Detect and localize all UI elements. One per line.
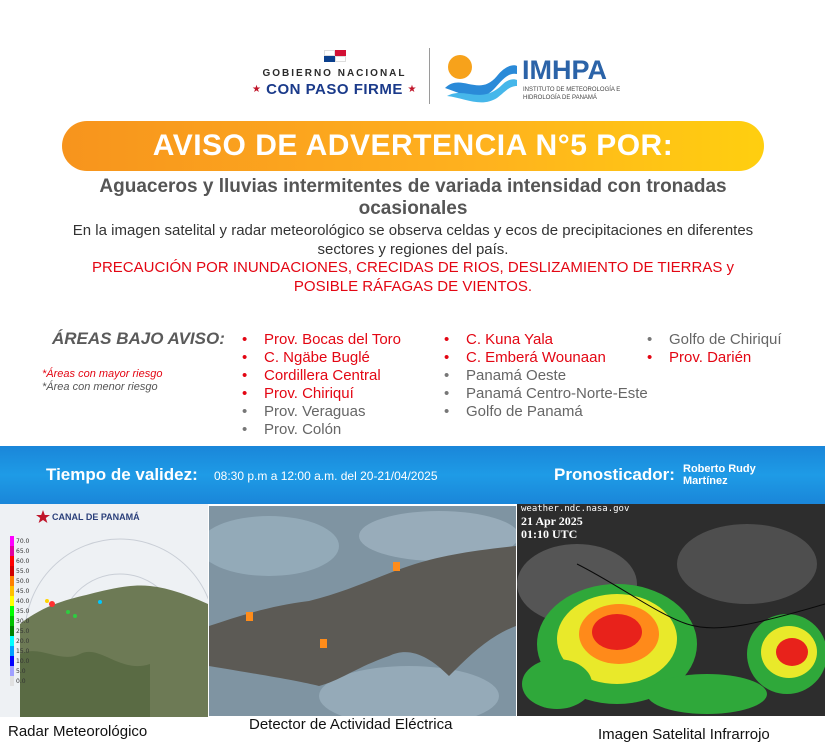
radar-scale-swatch <box>10 566 14 576</box>
radar-scale-swatch <box>10 536 14 546</box>
area-item: • C. Ngäbe Buglé <box>240 349 440 367</box>
radar-scale-step <box>10 586 29 596</box>
radar-scale-swatch <box>10 636 14 646</box>
radar-scale-step <box>10 676 29 686</box>
radar-map-graphic <box>0 504 208 717</box>
radar-scale-swatch <box>10 556 14 566</box>
radar-scale-step <box>10 606 29 616</box>
radar-scale-label: 65.0 <box>16 547 30 555</box>
radar-scale-swatch <box>10 676 14 686</box>
warning-title: AVISO DE ADVERTENCIA N°5 POR: <box>152 129 674 162</box>
lightning-image <box>209 506 516 716</box>
radar-scale-label: 50.0 <box>16 577 30 585</box>
area-item: • Panamá Centro-Norte-Este <box>442 385 652 403</box>
radar-scale-step <box>10 536 29 546</box>
forecaster-label: Pronosticador: <box>554 465 675 484</box>
radar-scale-step <box>10 566 29 576</box>
lightning-map-graphic <box>209 506 516 716</box>
radar-color-scale <box>10 536 29 686</box>
header-divider <box>429 48 430 104</box>
area-item: • Golfo de Panamá <box>442 403 652 421</box>
imhpa-wave-logo-icon <box>443 50 517 104</box>
radar-scale-step <box>10 646 29 656</box>
areas-column-2 <box>442 331 652 421</box>
lightning-caption: Detector de Actividad Eléctrica <box>249 716 453 733</box>
radar-scale-label: 70.0 <box>16 537 30 545</box>
area-item: • C. Emberá Wounaan <box>442 349 652 367</box>
areas-title: ÁREAS BAJO AVISO: <box>52 329 225 348</box>
radar-scale-label: 35.0 <box>16 607 30 615</box>
canal-star-icon <box>36 510 50 524</box>
radar-scale-step <box>10 576 29 586</box>
area-item: • Prov. Chiriquí <box>240 385 440 403</box>
gov-slogan: CON PASO FIRME <box>266 81 403 98</box>
radar-scale-label: 0.0 <box>16 677 26 685</box>
validity-label: Tiempo de validez: <box>46 465 198 484</box>
area-item: • Panamá Oeste <box>442 367 652 385</box>
radar-scale-swatch <box>10 596 14 606</box>
radar-scale-label: 45.0 <box>16 587 30 595</box>
radar-scale-label: 25.0 <box>16 627 30 635</box>
radar-scale-swatch <box>10 626 14 636</box>
satellite-source: weather.ndc.nasa.gov <box>521 504 630 514</box>
star-icon: ★ <box>407 84 418 95</box>
radar-logo: CANAL DE PANAMÁ <box>52 512 140 522</box>
radar-scale-swatch <box>10 656 14 666</box>
radar-scale-label: 60.0 <box>16 557 30 565</box>
government-logo <box>252 50 417 98</box>
area-item: • Golfo de Chiriquí <box>645 331 815 349</box>
satellite-caption: Imagen Satelital Infrarrojo <box>598 726 770 743</box>
radar-scale-swatch <box>10 586 14 596</box>
radar-scale-swatch <box>10 616 14 626</box>
forecaster-name: Roberto Rudy Martínez <box>683 463 756 487</box>
radar-scale-label: 30.0 <box>16 617 30 625</box>
warning-subtitle: Aguaceros y lluvias intermitentes de variada intensidad con tronadas ocasionales <box>99 176 727 219</box>
area-item: • C. Kuna Yala <box>442 331 652 349</box>
areas-column-3 <box>645 331 815 367</box>
radar-scale-label: 5.0 <box>16 667 26 675</box>
radar-scale-step <box>10 546 29 556</box>
gov-line2 <box>252 81 417 98</box>
radar-scale-swatch <box>10 666 14 676</box>
radar-scale-step <box>10 616 29 626</box>
satellite-date: 21 Apr 2025 <box>521 514 583 528</box>
radar-scale-step <box>10 636 29 646</box>
radar-scale-swatch <box>10 606 14 616</box>
radar-scale-step <box>10 556 29 566</box>
radar-caption: Radar Meteorológico <box>8 723 148 740</box>
radar-scale-step <box>10 656 29 666</box>
area-item: • Prov. Bocas del Toro <box>240 331 440 349</box>
area-item: • Prov. Darién <box>645 349 815 367</box>
validity-value: 08:30 p.m a 12:00 a.m. del 20-21/04/2025 <box>214 469 438 483</box>
warning-description: En la imagen satelital y radar meteorológico se observa celdas y ecos de precipitaciones en diferentes sectores y regiones del país. <box>72 222 754 258</box>
area-item: • Prov. Colón <box>240 421 440 439</box>
radar-scale-label: 15.0 <box>16 647 30 655</box>
precaution-text: PRECAUCIÓN POR INUNDACIONES, CRECIDAS DE RIOS, DESLIZAMIENTO DE TIERRAS y POSIBLE RÁFAGAS DE VIENTOS. <box>91 259 735 295</box>
imhpa-name: IMHPA <box>522 55 607 85</box>
areas-column-1 <box>240 331 440 439</box>
legend-low-risk: *Área con menor riesgo <box>42 381 158 393</box>
radar-image <box>0 504 208 717</box>
radar-scale-label: 40.0 <box>16 597 30 605</box>
satellite-time: 01:10 UTC <box>521 527 578 541</box>
radar-scale-step <box>10 626 29 636</box>
radar-scale-step <box>10 666 29 676</box>
radar-scale-label: 20.0 <box>16 637 30 645</box>
satellite-timestamp <box>521 515 583 541</box>
star-icon: ★ <box>252 84 262 95</box>
radar-scale-label: 55.0 <box>16 567 30 575</box>
radar-scale-swatch <box>10 546 14 556</box>
radar-scale-step <box>10 596 29 606</box>
radar-scale-swatch <box>10 576 14 586</box>
radar-scale-swatch <box>10 646 14 656</box>
area-item: • Prov. Veraguas <box>240 403 440 421</box>
panama-flag-icon <box>324 50 346 62</box>
area-item: • Cordillera Central <box>240 367 440 385</box>
imhpa-subtitle: INSTITUTO DE METEOROLOGÍA E HIDROLOGÍA DE PANAMÁ <box>523 87 621 101</box>
legend-high-risk: *Áreas con mayor riesgo <box>42 368 163 380</box>
radar-scale-label: 10.0 <box>16 657 30 665</box>
gov-line1: GOBIERNO NACIONAL <box>262 68 407 79</box>
